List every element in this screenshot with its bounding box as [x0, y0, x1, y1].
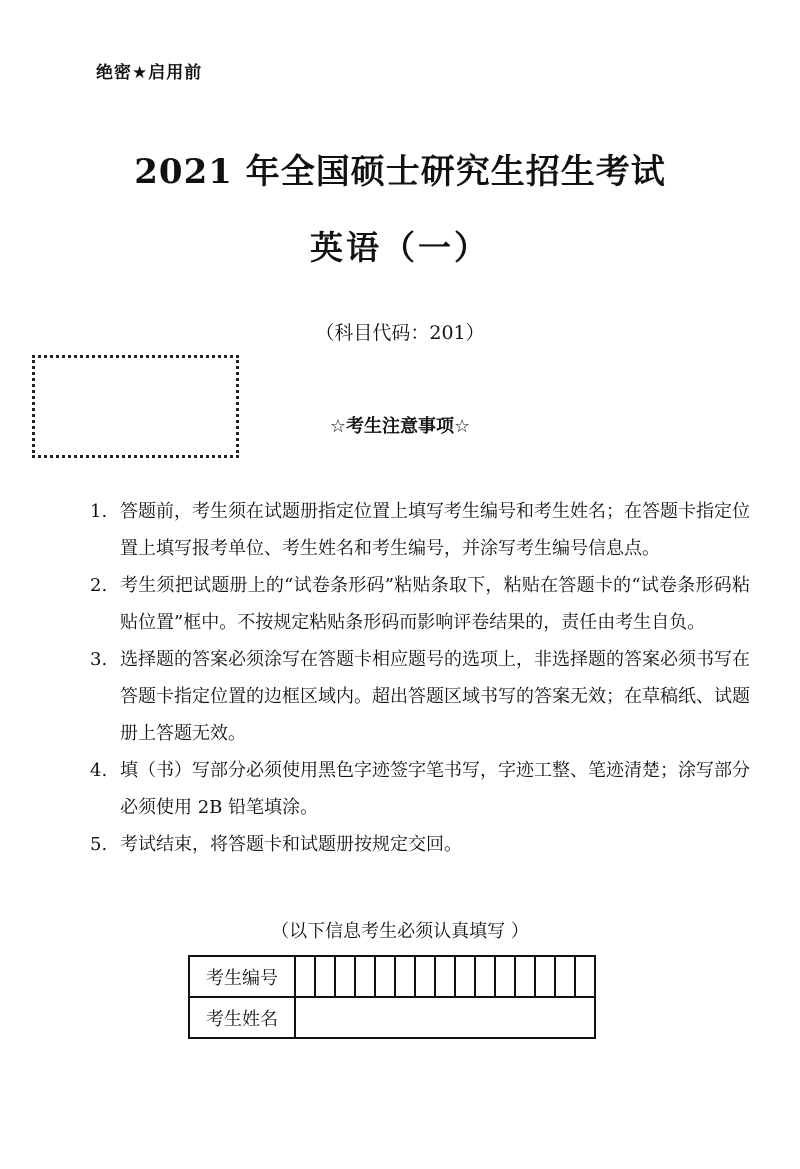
- rule-number: 2.: [90, 575, 108, 596]
- notice-rule: [90, 493, 750, 567]
- candidate-info-table: [188, 955, 596, 1039]
- rule-number: 4.: [90, 760, 108, 781]
- notice-rule: [90, 752, 750, 826]
- candidate-id-digit-cell[interactable]: [575, 956, 595, 997]
- candidate-id-digit-cell[interactable]: [395, 956, 415, 997]
- candidate-id-digit-cell[interactable]: [335, 956, 355, 997]
- notice-rule: [90, 641, 750, 752]
- candidate-id-digit-cell[interactable]: [475, 956, 495, 997]
- candidate-name-label: 考生姓名: [189, 997, 295, 1038]
- notice-heading: ☆考生注意事项☆: [329, 416, 471, 437]
- candidate-id-digit-cell[interactable]: [495, 956, 515, 997]
- candidate-id-digit-cell[interactable]: [375, 956, 395, 997]
- candidate-id-digit-cell[interactable]: [415, 956, 435, 997]
- rule-text: 答题前，考生须在试题册指定位置上填写考生编号和考生姓名；在答题卡指定位置上填写报考单位、考生姓名和考生编号，并涂写考生编号信息点。: [120, 501, 750, 559]
- rule-number: 3.: [90, 649, 108, 670]
- candidate-id-digit-cell[interactable]: [535, 956, 555, 997]
- candidate-id-digit-cell[interactable]: [555, 956, 575, 997]
- candidate-id-digit-cell[interactable]: [315, 956, 335, 997]
- candidate-id-digit-cell[interactable]: [455, 956, 475, 997]
- info-form-caption: （以下信息考生必须认真填写 ）: [271, 921, 529, 942]
- rule-number: 5.: [90, 834, 108, 855]
- candidate-id-digit-cell[interactable]: [355, 956, 375, 997]
- candidate-id-digit-cell[interactable]: [515, 956, 535, 997]
- confidential-mark: 绝密★启用前: [96, 63, 203, 83]
- candidate-id-digit-cell[interactable]: [435, 956, 455, 997]
- candidate-id-row: [189, 956, 595, 997]
- rule-text: 考试结束，将答题卡和试题册按规定交回。: [120, 834, 462, 855]
- candidate-name-field[interactable]: [295, 997, 595, 1038]
- rule-number: 1.: [90, 501, 108, 522]
- subject-code: （科目代码：201）: [315, 322, 485, 344]
- notice-rule: [90, 826, 750, 863]
- exam-title: 2021 年全国硕士研究生招生考试: [134, 152, 666, 192]
- rule-text: 填（书）写部分必须使用黑色字迹签字笔书写，字迹工整、笔迹清楚；涂写部分必须使用 2B 铅笔填涂。: [120, 760, 750, 818]
- candidate-id-label: 考生编号: [189, 956, 295, 997]
- barcode-placeholder-box: [32, 355, 239, 458]
- notice-rules-list: [90, 493, 750, 863]
- exam-subject: 英语（一）: [310, 228, 490, 267]
- rule-text: 考生须把试题册上的“试卷条形码”粘贴条取下，粘贴在答题卡的“试卷条形码粘贴位置”框中。不按规定粘贴条形码而影响评卷结果的，责任由考生自负。: [120, 575, 750, 633]
- rule-text: 选择题的答案必须涂写在答题卡相应题号的选项上，非选择题的答案必须书写在答题卡指定位置的边框区域内。超出答题区域书写的答案无效；在草稿纸、试题册上答题无效。: [120, 649, 750, 744]
- notice-rule: [90, 567, 750, 641]
- candidate-name-row: [189, 997, 595, 1038]
- candidate-id-digit-cell[interactable]: [295, 956, 315, 997]
